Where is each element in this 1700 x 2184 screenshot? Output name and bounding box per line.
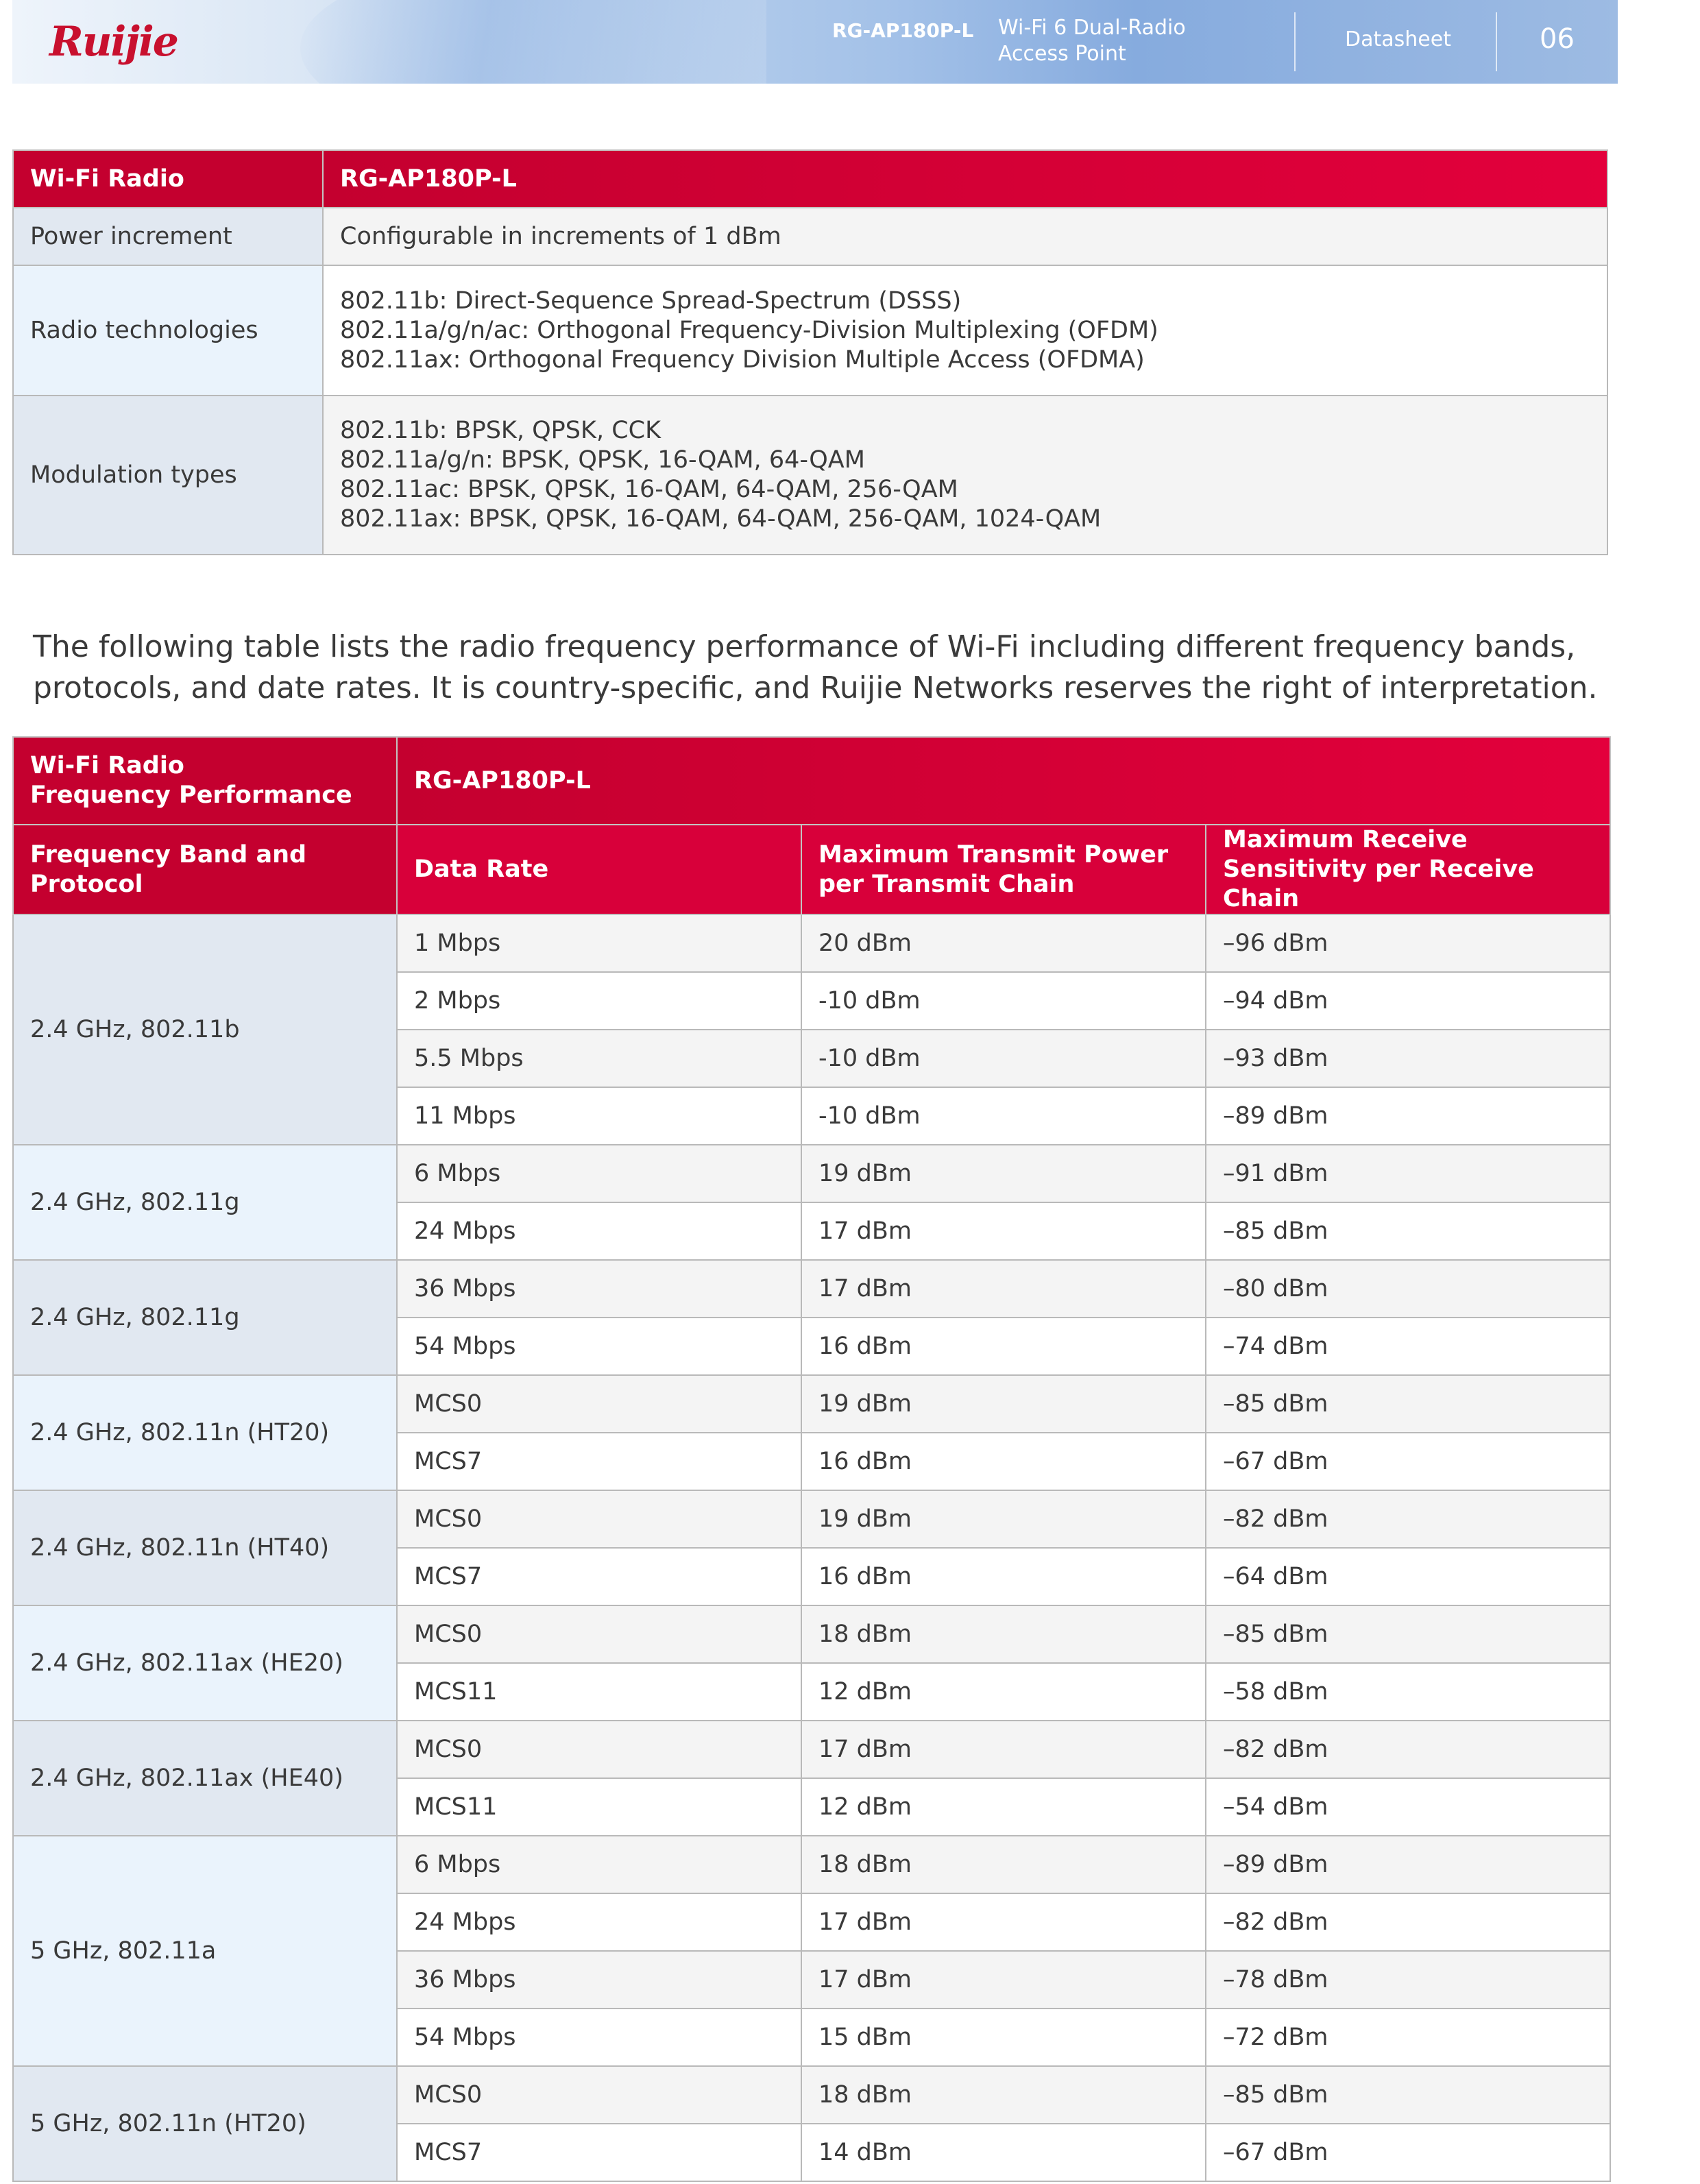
data-rate-cell: MCS7 [397,2124,801,2181]
band-cell: 2.4 GHz, 802.11n (HT20) [13,1375,397,1490]
tx-power-cell: 18 dBm [801,2066,1206,2124]
data-rate-cell: MCS0 [397,2066,801,2124]
column-header: Frequency Band and Protocol [13,825,397,914]
value-line: 802.11a/g/n: BPSK, QPSK, 16-QAM, 64-QAM [340,446,865,474]
value-line: 802.11b: BPSK, QPSK, CCK [340,417,661,444]
table-body [13,914,1610,2181]
rx-sensitivity-cell: –78 dBm [1206,1951,1610,2009]
data-rate-cell: MCS11 [397,1778,801,1836]
value-line: 802.11ac: BPSK, QPSK, 16-QAM, 64-QAM, 256-QAM [340,476,958,503]
rx-sensitivity-cell: –85 dBm [1206,1605,1610,1663]
table-model-cell: RG-AP180P-L [397,737,1610,825]
data-rate-cell: MCS0 [397,1375,801,1433]
table-row [13,1721,1610,1778]
data-rate-cell: 5.5 Mbps [397,1030,801,1087]
table-row [13,1836,1610,1893]
tx-power-cell: 15 dBm [801,2009,1206,2066]
rx-sensitivity-cell: –82 dBm [1206,1721,1610,1778]
table-title-cell [13,737,397,825]
value-line: 802.11a/g/n/ac: Orthogonal Frequency-Division Multiplexing (OFDM) [340,316,1158,344]
band-cell: 2.4 GHz, 802.11ax (HE20) [13,1605,397,1721]
band-cell: 2.4 GHz, 802.11ax (HE40) [13,1721,397,1836]
page-header [12,0,1618,84]
tx-power-cell: 17 dBm [801,1260,1206,1318]
tx-power-cell: 17 dBm [801,1202,1206,1260]
rx-sensitivity-cell: –67 dBm [1206,2124,1610,2181]
rx-sensitivity-cell: –80 dBm [1206,1260,1610,1318]
table-row [13,1260,1610,1318]
row-label: Power increment [13,208,323,265]
data-rate-cell: 11 Mbps [397,1087,801,1145]
band-cell: 5 GHz, 802.11n (HT20) [13,2066,397,2181]
rx-sensitivity-cell: –58 dBm [1206,1663,1610,1721]
row-label: Radio technologies [13,265,323,396]
data-rate-cell: MCS0 [397,1605,801,1663]
tx-power-cell: 17 dBm [801,1721,1206,1778]
value-line: 802.11ax: Orthogonal Frequency Division Multiple Access (OFDMA) [340,345,1145,374]
rx-sensitivity-cell: –85 dBm [1206,2066,1610,2124]
band-cell: 2.4 GHz, 802.11b [13,914,397,1145]
rx-sensitivity-cell: –85 dBm [1206,1375,1610,1433]
rx-sensitivity-cell: –96 dBm [1206,914,1610,972]
table-row [13,1375,1610,1433]
tx-power-cell: 19 dBm [801,1490,1206,1548]
value-line: Configurable in increments of 1 dBm [340,222,781,250]
column-header: Data Rate [397,825,801,914]
band-cell: 2.4 GHz, 802.11g [13,1260,397,1375]
value-line: 802.11b: Direct-Sequence Spread-Spectrum (DSSS) [340,287,962,315]
rx-sensitivity-cell: –74 dBm [1206,1318,1610,1375]
data-rate-cell: MCS0 [397,1490,801,1548]
data-rate-cell: MCS7 [397,1433,801,1490]
tx-power-cell: 14 dBm [801,2124,1206,2181]
data-rate-cell: MCS11 [397,1663,801,1721]
column-header: Maximum Receive Sensitivity per Receive Chain [1206,825,1610,914]
band-cell: 2.4 GHz, 802.11n (HT40) [13,1490,397,1605]
table-row [13,914,1610,972]
header-doc-type: Datasheet [1345,27,1451,51]
header-divider [1496,12,1497,71]
ruijie-logo: Ruijie [49,18,178,66]
intro-paragraph: The following table lists the radio frequency performance of Wi-Fi including different frequency bands, protocols, and date rates. It is country-specific, and Ruijie Networks reserves the right of interpretation. [33,629,1598,705]
data-rate-cell: 54 Mbps [397,2009,801,2066]
table-header-row [13,825,1610,914]
tx-power-cell: -10 dBm [801,1030,1206,1087]
header-decoration [300,0,766,84]
table-header-cell: RG-AP180P-L [323,150,1607,208]
tx-power-cell: 16 dBm [801,1433,1206,1490]
tx-power-cell: 16 dBm [801,1318,1206,1375]
header-product [998,15,1245,67]
data-rate-cell: 1 Mbps [397,914,801,972]
tx-power-cell: 18 dBm [801,1836,1206,1893]
data-rate-cell: 24 Mbps [397,1893,801,1951]
table-row [13,1490,1610,1548]
table-header-cell: Wi-Fi Radio [13,150,323,208]
tx-power-cell: 17 dBm [801,1893,1206,1951]
band-cell: 5 GHz, 802.11a [13,1836,397,2066]
table-title-line: Frequency Performance [30,781,352,809]
wifi-frequency-performance-table [12,736,1611,2182]
data-rate-cell: 36 Mbps [397,1951,801,2009]
rx-sensitivity-cell: –82 dBm [1206,1893,1610,1951]
rx-sensitivity-cell: –82 dBm [1206,1490,1610,1548]
table-header-row [13,150,1607,208]
column-header: Maximum Transmit Power per Transmit Chain [801,825,1206,914]
tx-power-cell: 20 dBm [801,914,1206,972]
table-row [13,1605,1610,1663]
header-product-line2: Access Point [998,42,1126,66]
tx-power-cell: 19 dBm [801,1375,1206,1433]
data-rate-cell: 2 Mbps [397,972,801,1030]
rx-sensitivity-cell: –72 dBm [1206,2009,1610,2066]
data-rate-cell: 24 Mbps [397,1202,801,1260]
rx-sensitivity-cell: –94 dBm [1206,972,1610,1030]
header-divider [1294,12,1296,71]
value-line: 802.11ax: BPSK, QPSK, 16-QAM, 64-QAM, 256-QAM, 1024-QAM [340,505,1102,533]
rx-sensitivity-cell: –64 dBm [1206,1548,1610,1605]
table-row [13,265,1607,396]
rx-sensitivity-cell: –93 dBm [1206,1030,1610,1087]
table-title-row [13,737,1610,825]
header-product-line1: Wi-Fi 6 Dual-Radio [998,16,1186,40]
band-cell: 2.4 GHz, 802.11g [13,1145,397,1260]
data-rate-cell: 6 Mbps [397,1836,801,1893]
data-rate-cell: 54 Mbps [397,1318,801,1375]
tx-power-cell: 12 dBm [801,1663,1206,1721]
rx-sensitivity-cell: –54 dBm [1206,1778,1610,1836]
rx-sensitivity-cell: –89 dBm [1206,1836,1610,1893]
data-rate-cell: MCS7 [397,1548,801,1605]
table-row [13,1145,1610,1202]
tx-power-cell: -10 dBm [801,972,1206,1030]
table-row [13,208,1607,265]
row-value [323,265,1607,396]
header-model: RG-AP180P-L [832,19,974,42]
tx-power-cell: 19 dBm [801,1145,1206,1202]
rx-sensitivity-cell: –89 dBm [1206,1087,1610,1145]
tx-power-cell: -10 dBm [801,1087,1206,1145]
table-row [13,2066,1610,2124]
rx-sensitivity-cell: –67 dBm [1206,1433,1610,1490]
table-title-line: Wi-Fi Radio [30,752,184,779]
tx-power-cell: 16 dBm [801,1548,1206,1605]
row-value [323,208,1607,265]
rx-sensitivity-cell: –91 dBm [1206,1145,1610,1202]
row-value [323,396,1607,555]
data-rate-cell: 6 Mbps [397,1145,801,1202]
tx-power-cell: 18 dBm [801,1605,1206,1663]
tx-power-cell: 12 dBm [801,1778,1206,1836]
table-row [13,396,1607,555]
data-rate-cell: MCS0 [397,1721,801,1778]
row-label: Modulation types [13,396,323,555]
data-rate-cell: 36 Mbps [397,1260,801,1318]
rx-sensitivity-cell: –85 dBm [1206,1202,1610,1260]
tx-power-cell: 17 dBm [801,1951,1206,2009]
wifi-radio-spec-table [12,149,1608,555]
page-number: 06 [1540,23,1575,55]
